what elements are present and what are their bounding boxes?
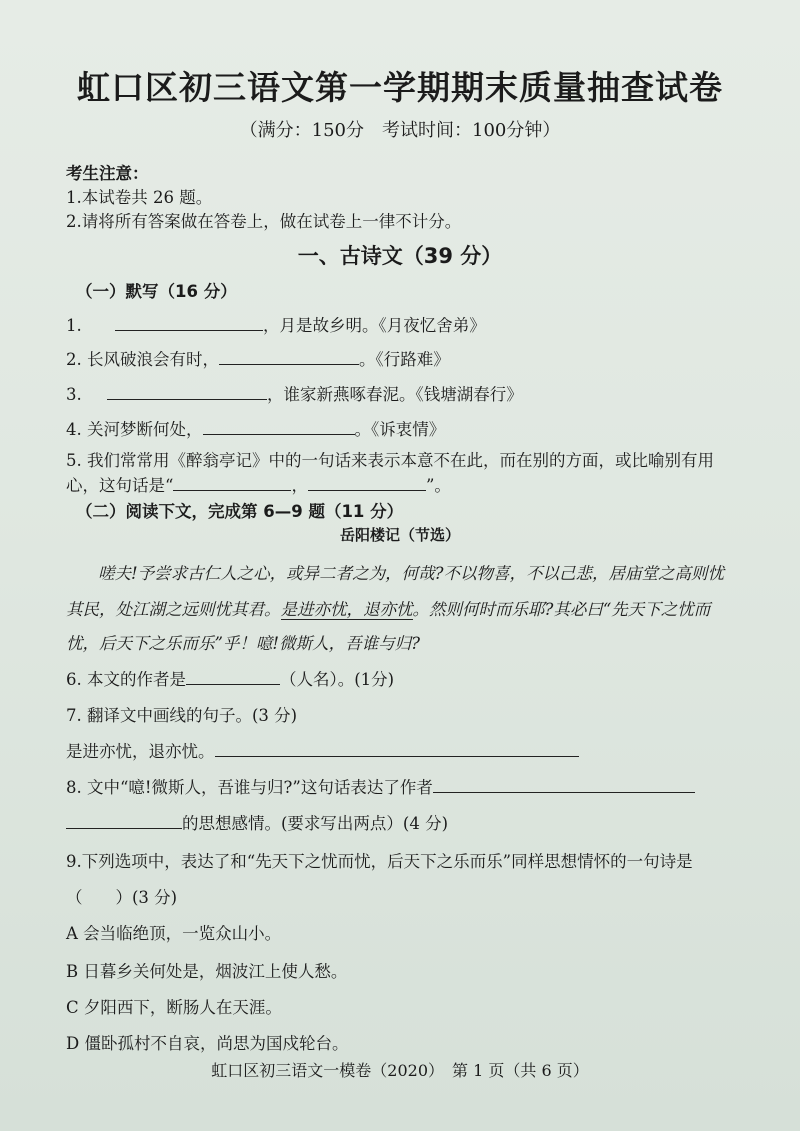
underlined-sentence: 是进亦忧，退亦忧 [280, 600, 413, 619]
question-7-answer [66, 738, 579, 762]
question-2 [66, 346, 450, 370]
question-text: （人名）。(1分) [280, 670, 395, 689]
question-5-answer-line [66, 472, 451, 496]
question-number: 3. [66, 385, 82, 404]
question-3 [66, 381, 523, 405]
passage-line: 嗟夫!予尝求古仁人之心，或异二者之为，何哉?不以物喜，不以己悲，居庙堂之高则忧 [98, 564, 724, 583]
notice-item: 1.本试卷共 26 题。 [66, 188, 213, 207]
answer-blank[interactable] [308, 474, 426, 492]
question-number: 4. [66, 420, 82, 439]
question-8 [66, 774, 695, 798]
answer-blank[interactable] [115, 314, 263, 332]
option-b: B 日暮乡关何处是，烟波江上使人愁。 [66, 962, 348, 981]
passage-line: 忧，后天下之乐而乐”乎！噫!微斯人，吾谁与归? [66, 634, 420, 653]
question-6 [66, 666, 394, 690]
notice-heading: 考生注意： [66, 164, 149, 183]
question-7: 7. 翻译文中画线的句子。(3 分) [66, 706, 298, 725]
page-title: 虹口区初三语文第一学期期末质量抽查试卷 [77, 68, 723, 107]
question-text: 关河梦断何处， [87, 420, 203, 439]
passage-line [66, 596, 710, 620]
question-number: 2. [66, 350, 82, 369]
question-text: ，谁家新燕啄春泥。《钱塘湖春行》 [267, 385, 523, 404]
question-1 [66, 312, 486, 336]
answer-blank[interactable] [433, 776, 695, 794]
question-5: 5. 我们常常用《醉翁亭记》中的一句话来表示本意不在此，而在别的方面，或比喻别有用 [66, 451, 714, 470]
option-d: D 僵卧孤村不自哀，尚思为国戍轮台。 [66, 1034, 349, 1053]
question-text: 长风破浪会有时， [87, 350, 219, 369]
option-a: A 会当临绝顶，一览众山小。 [66, 924, 282, 943]
part1-heading: （一）默写（16 分） [76, 282, 237, 301]
question-9-bracket: （ ）(3 分) [66, 888, 178, 907]
question-text: 的思想感情。(要求写出两点）(4 分) [182, 814, 449, 833]
exam-info: （满分：150分 考试时间：100分钟） [239, 120, 561, 141]
answer-blank[interactable] [66, 812, 182, 830]
question-text: ， [291, 476, 308, 495]
question-text: 8. 文中“噫!微斯人，吾谁与归?”这句话表达了作者 [66, 778, 433, 797]
question-text: 。《诉衷情》 [354, 420, 446, 439]
part2-heading: （二）阅读下文，完成第 6—9 题（11 分） [76, 502, 404, 521]
answer-blank[interactable] [186, 668, 280, 686]
question-text: 。《行路难》 [359, 350, 450, 369]
question-text: 心，这句话是“ [66, 476, 174, 495]
question-text: 6. 本文的作者是 [66, 670, 186, 689]
option-c: C 夕阳西下，断肠人在天涯。 [66, 998, 282, 1017]
section-heading: 一、古诗文（39 分） [297, 244, 503, 268]
question-number: 1. [66, 316, 82, 335]
question-text: 是进亦忧，退亦忧。 [66, 742, 215, 761]
passage-text: 其民，处江湖之远则忧其君。 [66, 600, 281, 619]
question-text: ，月是故乡明。《月夜忆舍弟》 [263, 316, 486, 335]
answer-blank[interactable] [215, 740, 579, 758]
notice-item: 2.请将所有答案做在答卷上，做在试卷上一律不计分。 [66, 212, 462, 231]
page-footer: 虹口区初三语文一模卷（2020） 第 1 页（共 6 页） [211, 1061, 589, 1080]
question-8-cont [66, 810, 448, 834]
answer-blank[interactable] [203, 418, 355, 436]
answer-blank[interactable] [107, 383, 267, 401]
question-text: ”。 [425, 476, 451, 495]
passage-title: 岳阳楼记（节选） [339, 526, 460, 544]
question-9: 9.下列选项中，表达了和“先天下之忧而忧，后天下之乐而乐”同样思想情怀的一句诗是 [66, 852, 693, 871]
passage-text: 。然则何时而乐耶?其必曰“先天下之忧而 [412, 600, 711, 619]
question-4 [66, 416, 445, 440]
answer-blank[interactable] [219, 348, 359, 366]
answer-blank[interactable] [173, 474, 291, 492]
